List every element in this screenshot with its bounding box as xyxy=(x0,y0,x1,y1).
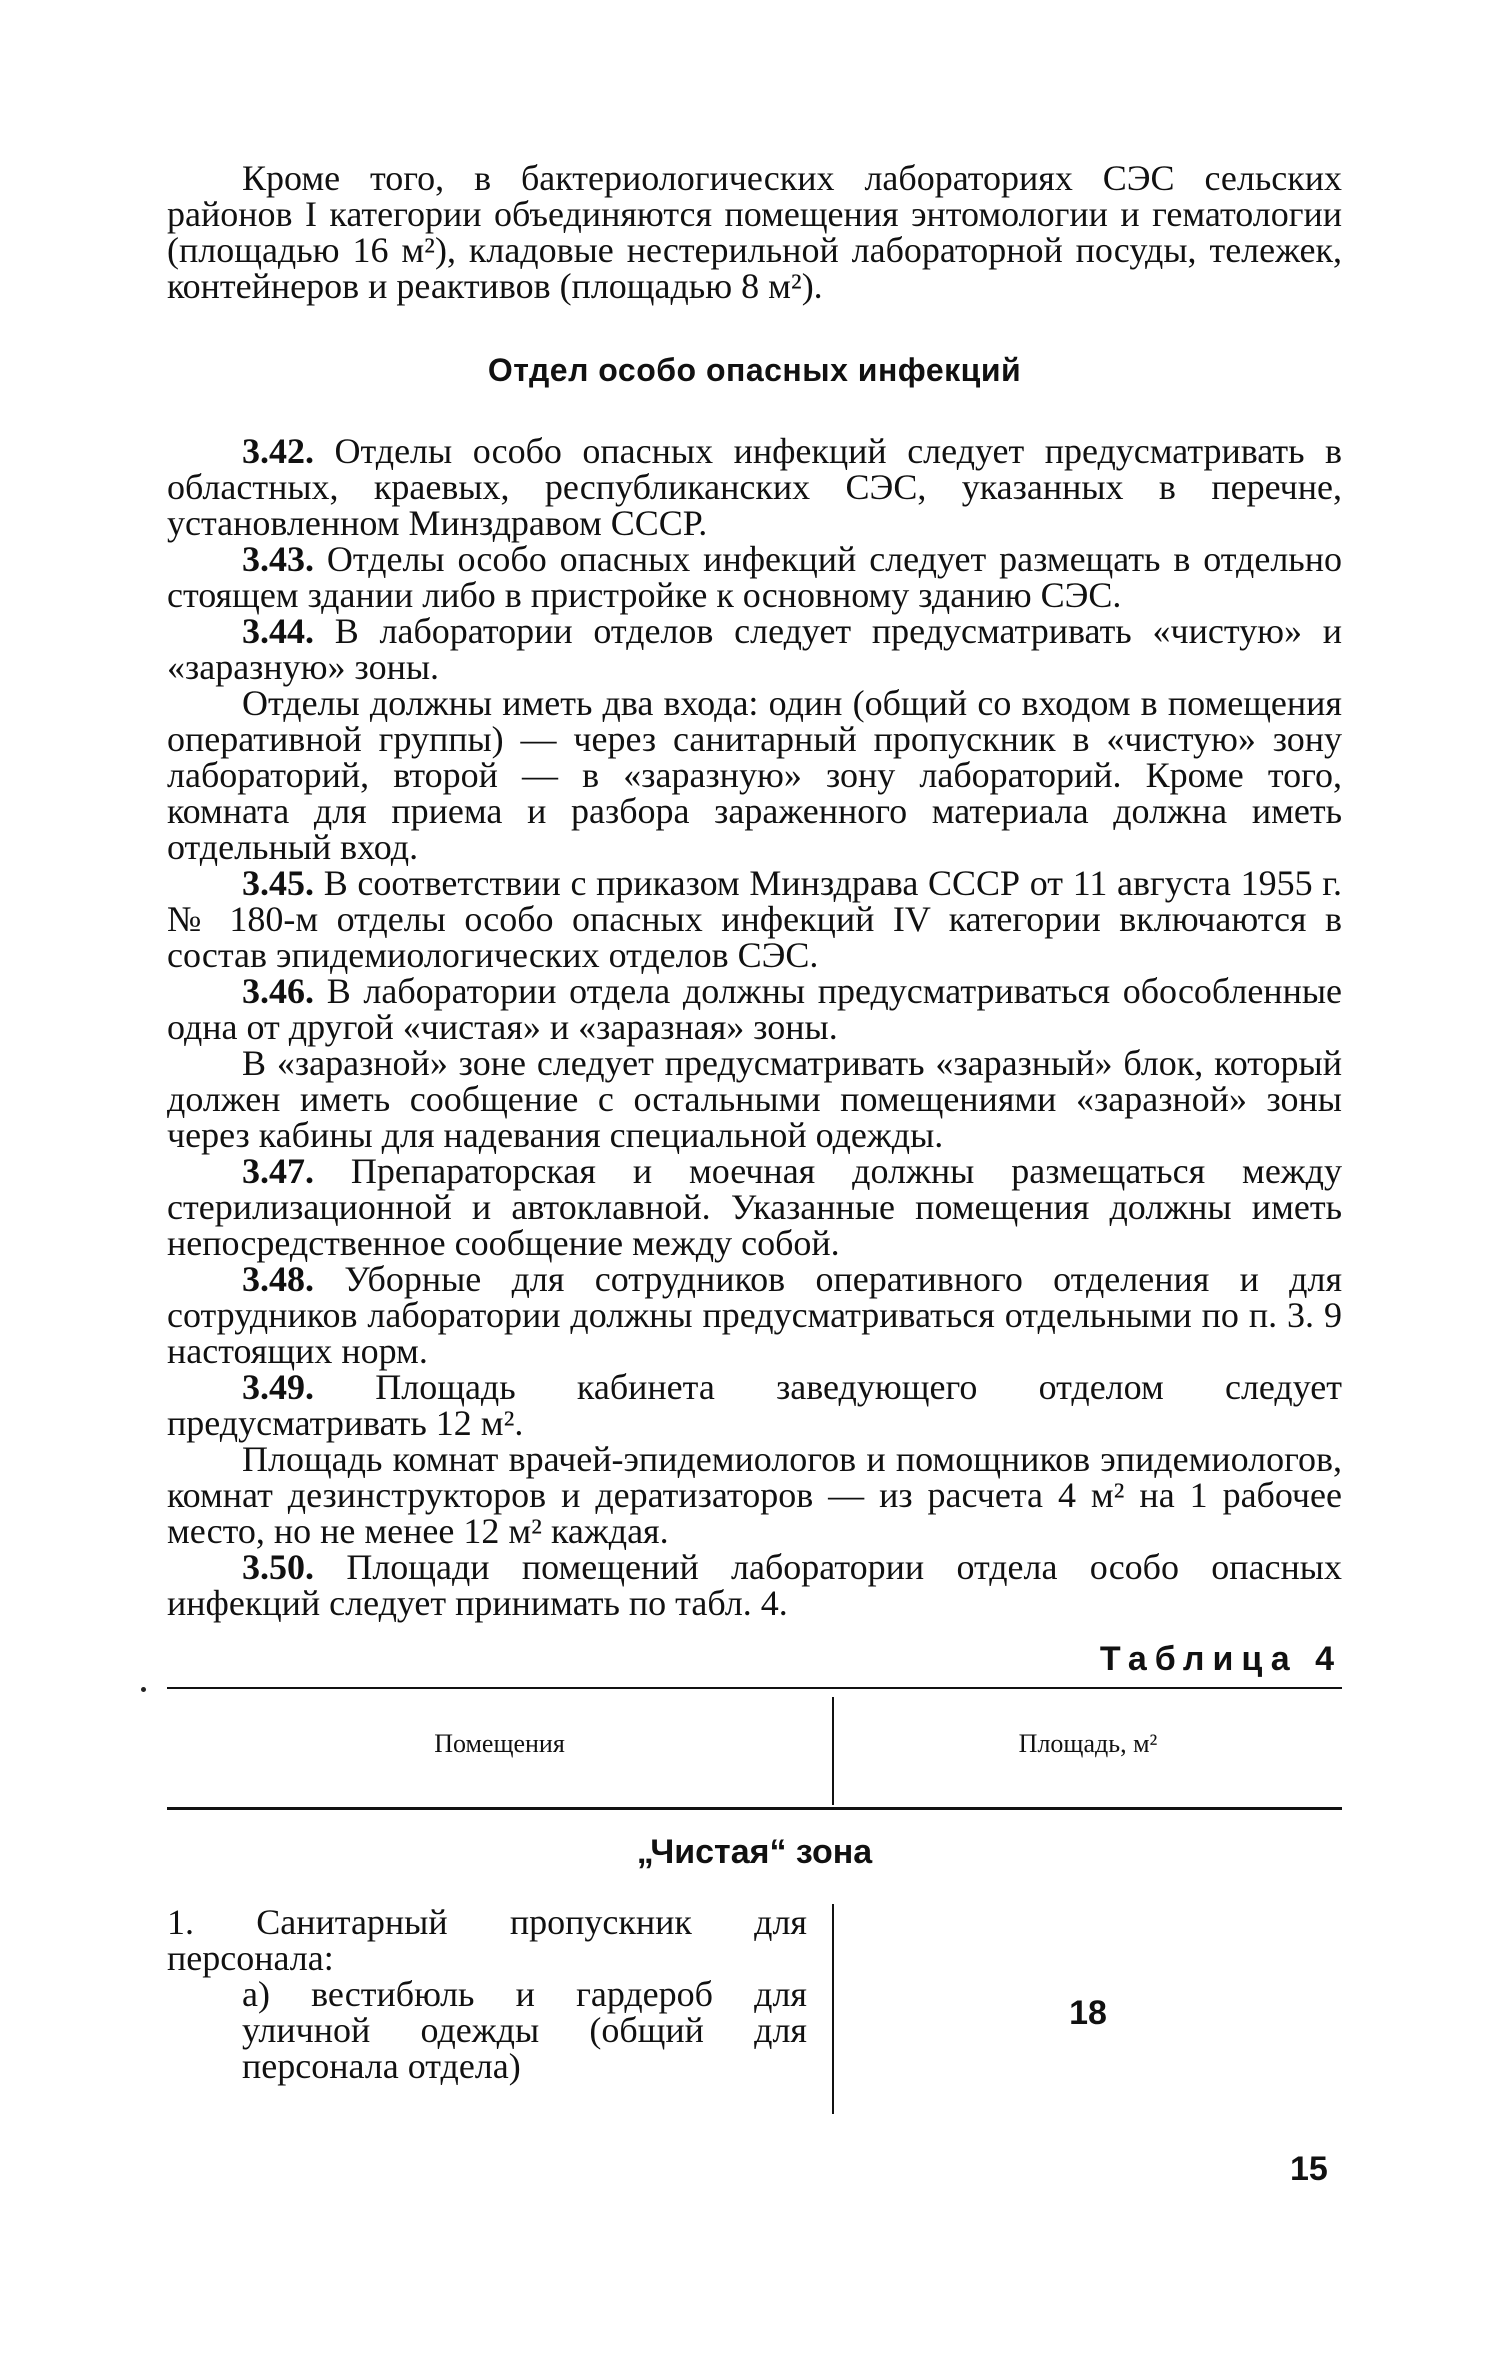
paragraph-number: 3.44. xyxy=(242,611,314,651)
paragraph-list xyxy=(167,433,1342,1621)
paragraph-3-42 xyxy=(167,433,1342,541)
zone-title: „Чистая“ зона xyxy=(636,1833,873,1871)
paragraph-number: 3.45. xyxy=(242,863,314,903)
page-number: 15 xyxy=(1290,2150,1328,2188)
paragraph-3-43 xyxy=(167,541,1342,613)
paragraph-number: 3.42. xyxy=(242,431,314,471)
paragraph-number: 3.43. xyxy=(242,539,314,579)
room-sub-item: а) вестибюль и гардероб для уличной одежды (общий для персонала отдела) xyxy=(242,1974,807,2086)
paragraph-text: Площадь кабинета заведующего отделом следует предусматривать 12 м². xyxy=(167,1367,1342,1443)
paragraph-text: Площадь комнат врачей-эпидемиологов и помощников эпидемиологов, комнат дезинструкторов и дератизаторов — из расчета 4 м² на 1 рабочее место, но не менее 12 м² каждая. xyxy=(167,1439,1342,1551)
table-label: Таблица 4 xyxy=(1099,1640,1342,1678)
paragraph-entrances xyxy=(167,685,1342,865)
paragraph-3-50 xyxy=(167,1549,1342,1621)
paragraph-text: Препараторская и моечная должны размещаться между стерилизационной и автоклавной. Указанные помещения должны иметь непосредственное сообщение между собой. xyxy=(167,1151,1342,1263)
document-page xyxy=(167,160,1342,2114)
paragraph-text: Площади помещений лаборатории отдела особо опасных инфекций следует принимать по табл. 4. xyxy=(167,1547,1342,1623)
paragraph-number: 3.46. xyxy=(242,971,314,1011)
table-cell-area: 18 xyxy=(1069,1994,1107,2032)
paragraph-3-49 xyxy=(167,1369,1342,1441)
paragraph-3-47 xyxy=(167,1153,1342,1261)
table-header xyxy=(167,1687,1342,1807)
print-speck xyxy=(141,1687,146,1692)
table-row xyxy=(167,1904,1342,2114)
paragraph-number: 3.47. xyxy=(242,1151,314,1191)
paragraph-text: Отделы особо опасных инфекций следует размещать в отдельно стоящем здании либо в пристройке к основному зданию СЭС. xyxy=(167,539,1342,615)
paragraph-text: Отделы должны иметь два входа: один (общий со входом в помещения оперативной группы) — через санитарный пропускник в «чистую» зону лабораторий, второй — в «заразную» зону лабораторий. Кроме того, комната для приема и разбора зараженного материала должна иметь отдельный вход. xyxy=(167,683,1342,867)
intro-paragraph: Кроме того, в бактериологических лабораториях СЭС сельских районов I категории объединяются помещения энтомологии и гематологии (площадью 16 м²), кладовые нестерильной лабораторной посуды, тележек, контейнеров и реактивов (площадью 8 м²). xyxy=(167,158,1342,306)
table-header-rule xyxy=(167,1807,1342,1810)
paragraph-text: Отделы особо опасных инфекций следует предусматривать в областных, краевых, республиканских СЭС, указанных в перечне, установленном Минздравом СССР. xyxy=(167,431,1342,543)
paragraph-text: В соответствии с приказом Минздрава СССР от 11 августа 1955 г. № 180-м отделы особо опасных инфекций IV категории включаются в состав эпидемиологических отделов СЭС. xyxy=(167,863,1342,975)
paragraph-3-48 xyxy=(167,1261,1342,1369)
paragraph-text: Уборные для сотрудников оперативного отделения и для сотрудников лаборатории должны предусматриваться отдельными по п. 3. 9 настоящих норм. xyxy=(167,1259,1342,1371)
paragraph-infectious-block xyxy=(167,1045,1342,1153)
paragraph-3-46 xyxy=(167,973,1342,1045)
paragraph-number: 3.48. xyxy=(242,1259,314,1299)
paragraph-room-areas xyxy=(167,1441,1342,1549)
paragraph-number: 3.50. xyxy=(242,1547,314,1587)
table-cell-room xyxy=(167,1904,807,2084)
table-header-rooms: Помещения xyxy=(434,1729,565,1758)
paragraph-text: В лаборатории отделов следует предусматривать «чистую» и «заразную» зоны. xyxy=(167,611,1342,687)
paragraph-text: В «заразной» зоне следует предусматривать «заразный» блок, который должен иметь сообщение с остальными помещениями «заразной» зоны через кабины для надевания специальной одежды. xyxy=(167,1043,1342,1155)
paragraph-text: В лаборатории отдела должны предусматриваться обособленные одна от другой «чистая» и «заразная» зоны. xyxy=(167,971,1342,1047)
paragraph-number: 3.49. xyxy=(242,1367,314,1407)
section-heading: Отдел особо опасных инфекций xyxy=(487,352,1022,388)
table-header-area: Площадь, м² xyxy=(1018,1729,1158,1758)
paragraph-3-44 xyxy=(167,613,1342,685)
room-item: 1. Санитарный пропускник для персонала: xyxy=(167,1902,807,1978)
paragraph-3-45 xyxy=(167,865,1342,973)
